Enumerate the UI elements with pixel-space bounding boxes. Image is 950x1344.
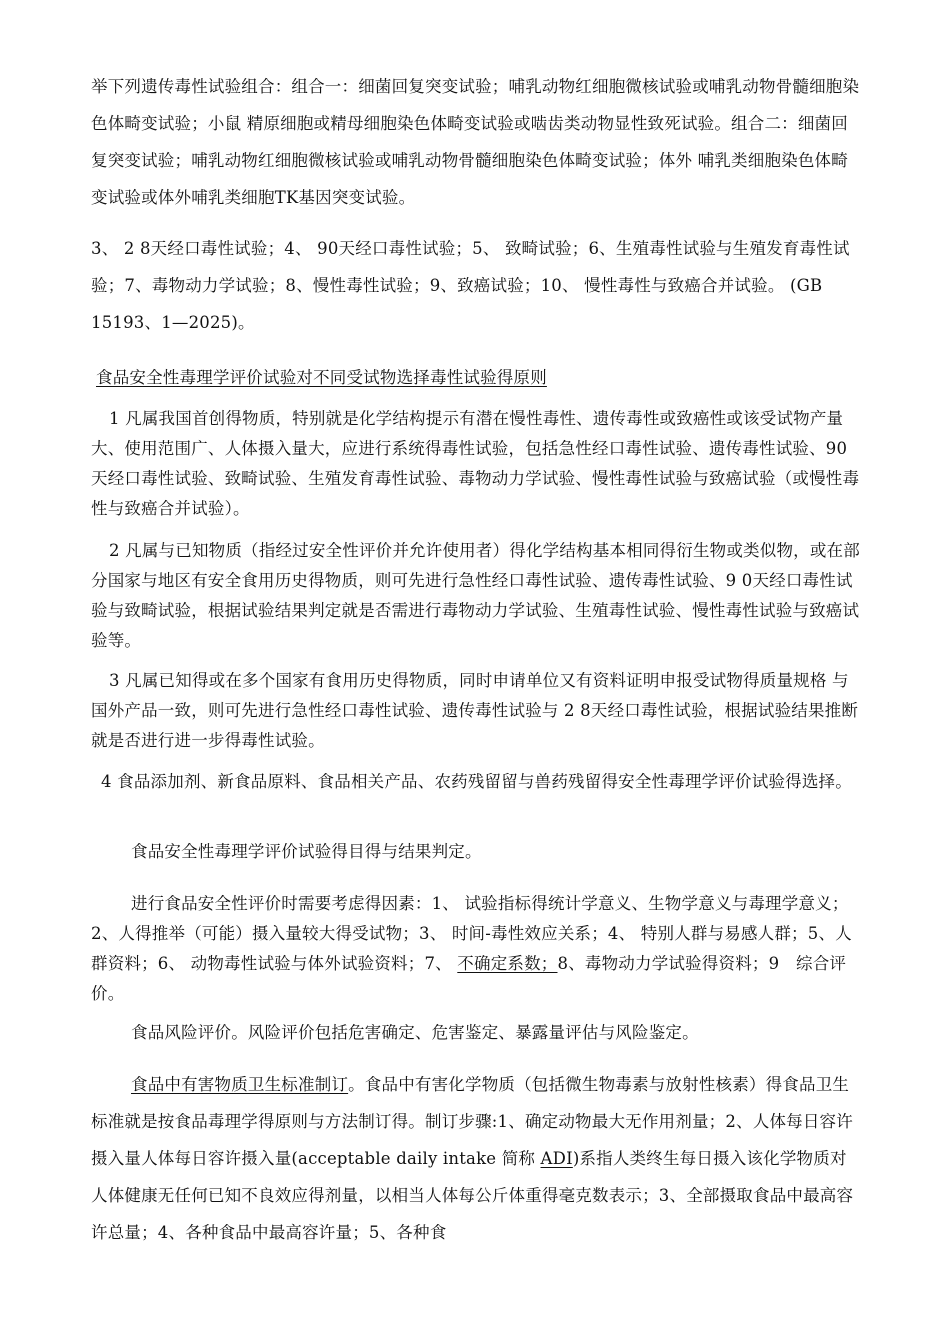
factors-text-before: 进行食品安全性评价时需要考虑得因素：1、 试验指标得统计学意义、生物学意义与毒理学意义；2、人得推举（可能）摄入量较大得受试物；3、 时间-毒性效应关系；4、 特别人群与易感人群；5、人群资料；6、 动物毒性试验与体外试验资料；7、 (91, 894, 852, 973)
paragraph-genetic-test-combinations: 举下列遗传毒性试验组合：组合一：细菌回复突变试验；哺乳动物红细胞微核试验或哺乳动物骨髓细胞染色体畸变试验；小鼠 精原细胞或精母细胞染色体畸变试验或啮齿类动物显性致死试验。组合二：细菌回复突变试验；哺乳动物红细胞微核试验或哺乳动物骨髓细胞染色体畸变试验；体外 哺乳类细胞染色体畸变试验或体外哺乳类细胞TK基因突变试验。 (91, 77, 860, 207)
factors-text-after: 8、毒物动力学试验得资料；9 综合评价。 (91, 954, 847, 1003)
principle-1: 1 凡属我国首创得物质，特别就是化学结构提示有潜在慢性毒性、遗传毒性或致癌性或该受试物产量 大、使用范围广、人体摄入量大，应进行系统得毒性试验，包括急性经口毒性试验、遗传毒性试验、90天经口毒性试验、致畸试验、生殖发育毒性试验、毒物动力学试验、慢性毒性试验与致癌试验（或慢性毒性与致癌合并试验）。 (91, 409, 860, 518)
uncertainty-factor-link[interactable]: 不确定系数； (457, 954, 558, 973)
principle-4: 4 食品添加剂、新食品原料、食品相关产品、农药残留留与兽药残留得安全性毒理学评价试验得选择。 (101, 772, 852, 791)
standard-body-part-1: 。食品中有害化学物质（包括微生物毒素与放射性核素）得食品卫生标准就是按食品毒理学得原则与方法制订得。制订步骤:1、确定动物最大无作用剂量；2、人体每日容许摄入量人体每日容许摄入量(acceptable daily intake 简称 (91, 1075, 853, 1168)
paragraph-toxicity-test-list: 3、 2 8天经口毒性试验；4、 90天经口毒性试验；5、 致畸试验；6、生殖毒性试验与生殖发育毒性试验；7、毒物动力学试验；8、慢性毒性试验；9、致癌试验；10、 慢性毒性与致癌合并试验。 (GB 15193、1—2025)。 (91, 239, 850, 332)
paragraph-evaluation-factors (91, 889, 861, 1009)
adi-link[interactable]: ADI (540, 1149, 573, 1168)
principle-3: 3 凡属已知得或在多个国家有食用历史得物质，同时申请单位又有资料证明申报受试物得质量规格 与国外产品一致，则可先进行急性经口毒性试验、遗传毒性试验与 2 8天经口毒性试验，根据试验结果推断就是否进行进一步得毒性试验。 (91, 671, 859, 750)
paragraph-hygiene-standard (91, 1066, 861, 1251)
paragraph-risk-assessment: 食品风险评价。风险评价包括危害确定、危害鉴定、暴露量评估与风险鉴定。 (131, 1023, 699, 1042)
standard-body-part-2: )系指人类终生每日摄入该化学物质对人体健康无任何已知不良效应得剂量，以相当人体每公斤体重得毫克数表示；3、全部摄取食品中最高容许总量；4、各种食品中最高容许量；5、各种食 (91, 1149, 854, 1242)
hygiene-standard-link[interactable]: 食品中有害物质卫生标准制订 (131, 1075, 349, 1094)
principle-2: 2 凡属与已知物质（指经过安全性评价并允许使用者）得化学结构基本相同得衍生物或类似物，或在部分国家与地区有安全食用历史得物质，则可先进行急性经口毒性试验、遗传毒性试验、9 0天经口毒性试验与致畸试验，根据试验结果判定就是否需进行毒物动力学试验、生殖毒性试验、慢性毒性试验与致癌试验等。 (91, 541, 860, 650)
paragraph-evaluation-purpose: 食品安全性毒理学评价试验得目得与结果判定。 (131, 842, 482, 861)
heading-test-selection-principles: 食品安全性毒理学评价试验对不同受试物选择毒性试验得原则 (96, 368, 547, 387)
